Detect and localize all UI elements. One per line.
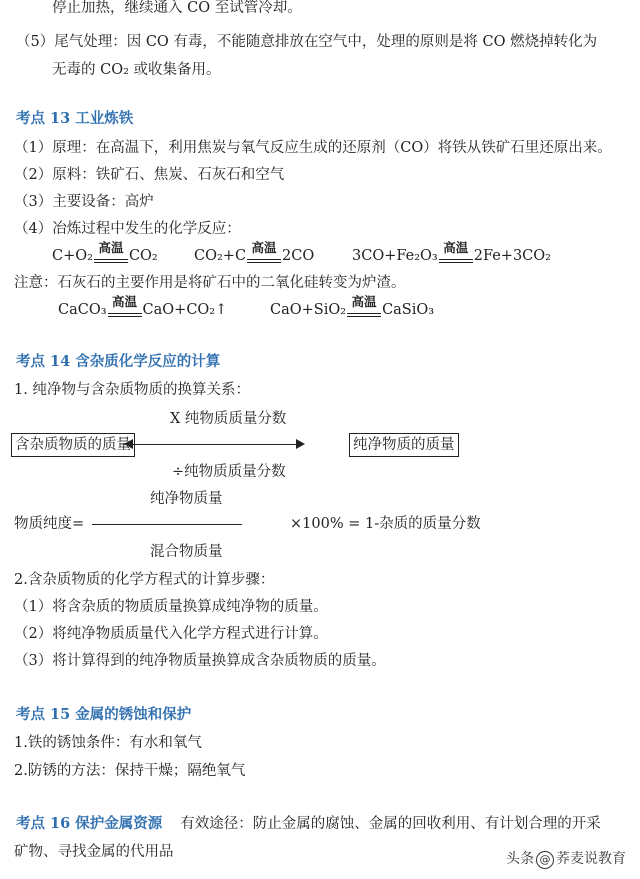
at-icon: @ [536,851,554,869]
reaction-condition-high-temp [247,240,281,266]
eq5-reactants: CaO+SiO₂ [270,302,347,318]
reaction-condition-high-temp [439,240,473,266]
s14-step-2: （2）将纯净物质质量代入化学方程式进行计算。 [14,626,328,642]
s13-materials: （2）原料：铁矿石、焦炭、石灰石和空气 [14,167,285,183]
section-13-heading: 考点 13 工业炼铁 [16,110,134,127]
reaction-condition-high-temp [94,240,128,266]
watermark [506,848,626,869]
equation-1 [52,240,158,266]
purity-numerator: 纯净物质量 [150,491,223,507]
eq5-products: CaSiO₃ [382,302,435,318]
s16-text-1: 有效途径：防止金属的腐蚀、金属的回收利用、有计划合理的开采 [180,816,601,832]
eq2-reactants: CO₂+C [194,248,247,264]
condition-label: 高温 [98,240,124,255]
pure-mass-box [349,433,459,457]
purity-denominator: 混合物质量 [150,544,223,560]
purity-lhs: 物质纯度= [14,516,85,532]
fraction-bar [92,524,242,525]
eq3-products: 2Fe+3CO₂ [473,248,551,264]
s14-step-1: （1）将含杂质的物质质量换算成纯净物的质量。 [14,599,328,615]
item-5-line-1: （5）尾气处理：因 CO 有毒，不能随意排放在空气中，处理的原则是将 CO 燃烧掉转化为 [16,34,598,50]
arrow-left-icon [124,439,133,449]
equation-5 [270,294,435,320]
divide-label: ÷纯物质质量分数 [172,464,286,480]
pure-mass-label: 纯净物质的质量 [353,437,455,453]
condition-label: 高温 [112,294,138,309]
eq2-products: 2CO [282,248,315,264]
section-15-heading: 考点 15 金属的锈蚀和保护 [16,706,192,723]
eq4-reactants: CaCO₃ [58,302,107,318]
eq1-products: CO₂ [128,248,158,264]
arrow-right-icon [296,439,305,449]
s15-rust-conditions: 1.铁的锈蚀条件：有水和氧气 [14,735,202,751]
text-line: 停止加热，继续通入 CO 至试管冷却。 [52,0,302,16]
watermark-name: 荞麦说教育 [556,851,626,867]
equation-3 [352,240,551,266]
reaction-condition-high-temp [347,294,381,320]
multiply-label: X 纯物质质量分数 [170,411,287,427]
purity-rhs: ×100% = 1-杂质的质量分数 [290,516,481,532]
conversion-arrow [130,444,298,445]
s14-step-3: （3）将计算得到的纯净物质量换算成含杂质物质的质量。 [14,653,386,669]
reaction-condition-high-temp [108,294,142,320]
equation-2 [194,240,315,266]
s13-equipment: （3）主要设备：高炉 [14,194,154,210]
condition-label: 高温 [351,294,377,309]
section-16-heading: 考点 16 保护金属资源 [16,815,163,832]
condition-label: 高温 [443,240,469,255]
s15-rust-prevention: 2.防锈的方法：保持干燥；隔绝氧气 [14,763,246,779]
impure-mass-label: 含杂质物质的质量 [15,437,131,453]
s13-reactions-intro: （4）冶炼过程中发生的化学反应： [14,221,241,237]
section-14-heading: 考点 14 含杂质化学反应的计算 [16,353,221,370]
eq3-reactants: 3CO+Fe₂O₃ [352,248,438,264]
item-5-line-2: 无毒的 CO₂ 或收集备用。 [52,62,221,78]
s14-relation-intro: 1. 纯净物与含杂质物质的换算关系： [14,382,250,398]
watermark-prefix: 头条 [506,851,534,867]
equation-4 [58,294,228,320]
eq1-reactants: C+O₂ [52,248,93,264]
s13-principle: （1）原理：在高温下，利用焦炭与氧气反应生成的还原剂（CO）将铁从铁矿石里还原出来。 [14,140,612,156]
eq4-products: CaO+CO₂↑ [142,302,228,318]
s13-note: 注意：石灰石的主要作用是将矿石中的二氧化硅转变为炉渣。 [14,275,406,291]
impure-mass-box [11,433,135,457]
s14-steps-intro: 2.含杂质物质的化学方程式的计算步骤： [14,572,275,588]
s16-text-2: 矿物、寻找金属的代用品 [14,844,174,860]
condition-label: 高温 [251,240,277,255]
section-16-line-1 [16,814,601,834]
